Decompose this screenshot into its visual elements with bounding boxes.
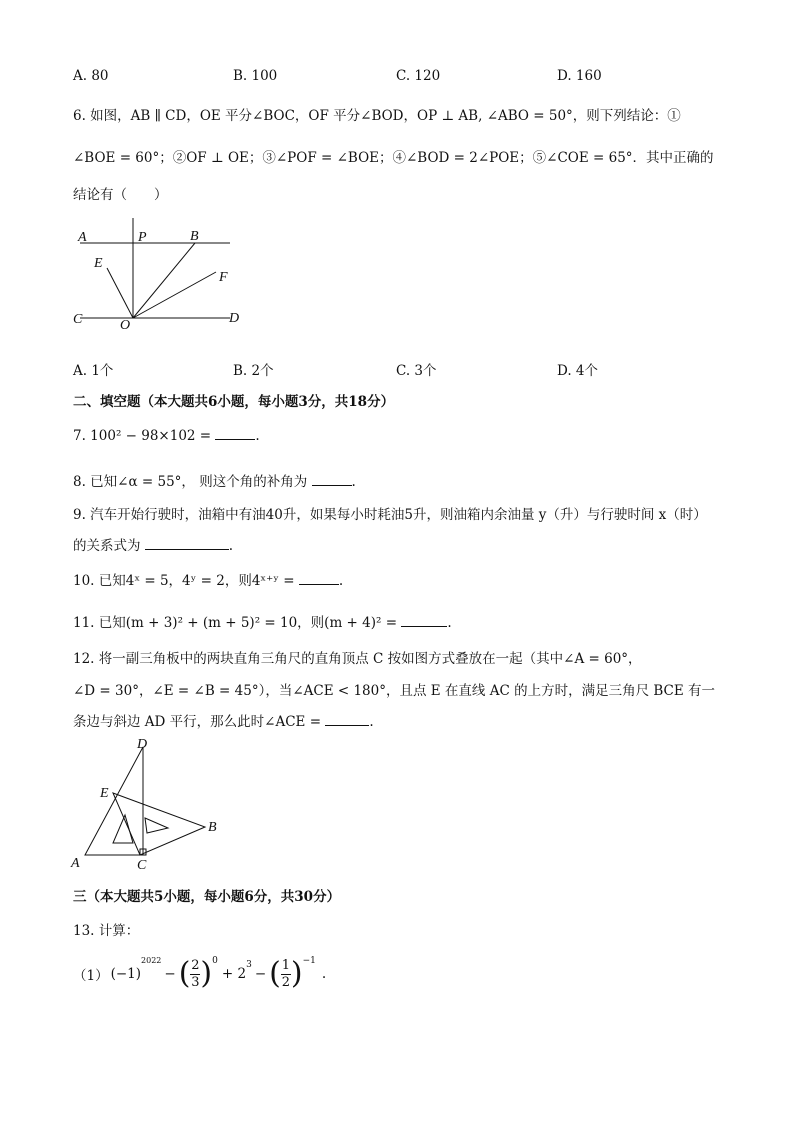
label-d: D bbox=[137, 737, 148, 752]
question-8: 8. 已知∠α = 55°， 则这个角的补角为 . bbox=[73, 474, 356, 490]
label-p: P bbox=[138, 230, 147, 245]
label-a: A bbox=[71, 856, 80, 870]
section-2-heading: 二、填空题（本大题共6小题，每小题3分，共18分） bbox=[73, 394, 395, 410]
option-b: B. 100 bbox=[233, 68, 278, 84]
label-b: B bbox=[208, 820, 217, 835]
question-13-title: 13. 计算： bbox=[73, 923, 140, 939]
question-9-line2: 的关系式为 . bbox=[73, 538, 234, 554]
label-d: D bbox=[229, 311, 240, 326]
question-12-line1: 12. 将一副三角板中的两块直角三角尺的直角顶点 C 按如图方式叠放在一起（其中∠A = 60°， bbox=[73, 651, 642, 667]
label-e: E bbox=[94, 256, 103, 271]
q6-option-a: A. 1个 bbox=[73, 363, 114, 379]
q6-option-c: C. 3个 bbox=[396, 363, 437, 379]
question-9-line1: 9. 汽车开始行驶时，油箱中有油40升，如果每小时耗油5升，则油箱内余油量 y（升）与行驶时间 x（时） bbox=[73, 507, 707, 523]
q12-figure bbox=[65, 735, 225, 870]
question-6-line2: ∠BOE = 60°；②OF ⊥ OE；③∠POF = ∠BOE；④∠BOD = 2∠POE；⑤∠COE = 65°．其中正确的 bbox=[73, 150, 714, 166]
label-b: B bbox=[190, 229, 199, 244]
q6-option-b: B. 2个 bbox=[233, 363, 274, 379]
option-a: A. 80 bbox=[73, 68, 109, 84]
label-e: E bbox=[100, 786, 109, 801]
q6-figure bbox=[70, 215, 250, 335]
question-7: 7. 100² − 98×102 = . bbox=[73, 428, 260, 444]
label-a: A bbox=[78, 230, 87, 245]
label-f: F bbox=[219, 270, 228, 285]
question-11: 11. 已知(m + 3)² + (m + 5)² = 10，则(m + 4)² = . bbox=[73, 615, 452, 631]
question-12-line2: ∠D = 30°，∠E = ∠B = 45°），当∠ACE < 180°，且点 E 在直线 AC 的上方时，满足三角尺 BCE 有一 bbox=[73, 683, 716, 699]
question-12-line3: 条边与斜边 AD 平行，那么此时∠ACE = . bbox=[73, 714, 374, 730]
option-d: D. 160 bbox=[557, 68, 602, 84]
q6-option-d: D. 4个 bbox=[557, 363, 599, 379]
question-13-part1: （1） (−1) 2022 − ( 2 3 ) $^0$ + 2 $^3$ − ( 1 2 ) $^{-1}$ . bbox=[73, 956, 327, 991]
question-6-line3: 结论有（ ） bbox=[73, 187, 168, 203]
label-c: C bbox=[137, 858, 147, 870]
section-3-heading: 三（本大题共5小题，每小题6分，共30分） bbox=[73, 889, 341, 905]
question-10: 10. 已知4ˣ = 5，4ʸ = 2，则4ˣ⁺ʸ = . bbox=[73, 573, 344, 589]
label-o: O bbox=[120, 318, 131, 333]
option-c: C. 120 bbox=[396, 68, 441, 84]
question-6-line1: 6. 如图，AB ∥ CD，OE 平分∠BOC，OF 平分∠BOD，OP ⊥ AB, ∠ABO = 50°，则下列结论：① bbox=[73, 108, 681, 124]
label-c: C bbox=[73, 312, 83, 327]
